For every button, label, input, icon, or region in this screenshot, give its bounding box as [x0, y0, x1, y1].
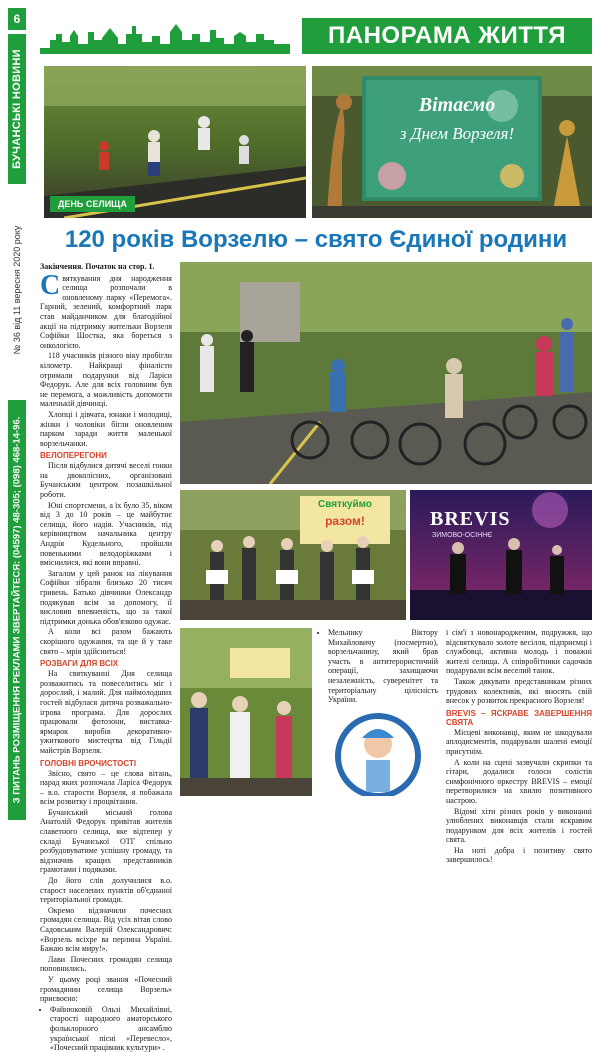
banner-text-1: Вітаємо — [418, 94, 496, 116]
photo-child-hoop — [318, 706, 438, 796]
col3-p4: А коли на сцені зазвучали скрипки та гітари, додалися голоси солістів симфонічного оркестру BREVIS – емоції перетворилися на хвилю позитивного настрою. — [446, 757, 592, 805]
article-headline: 120 років Ворзелю – свято Єдиної родини — [64, 226, 568, 253]
col1-p10: Бучанський міський голова Анатолій Федорук привітав жителів славетного селища, яке відтепер у складі Бучанської ОТГ спільно розбудовуватиме успішну громаду, та відзначив кращих представників грамотами і подяками. — [40, 807, 172, 875]
photo-brevis — [410, 490, 592, 620]
col3-p2: Також дякувати представникам різних трудових колективів, які вносять свій внесок у розвиток прекрасного Ворзеля! — [446, 676, 592, 706]
page-number: 6 — [8, 8, 26, 30]
banner-text-2: з Днем Ворзеля! — [399, 124, 515, 143]
subhead-cycling: ВЕЛОПЕРЕГОНИ — [40, 451, 107, 461]
photo-cyclists — [180, 262, 592, 484]
col1-p1: вяткування дня народження селища розпочали в оновленому парку «Перемога». Гарний, зелений, комфортний парк став майданчиком для благодійної акції на підтримку жительки Ворзеля Софійки Шостка, яка бореться з онкологією. — [40, 273, 172, 350]
col1-p12: Окремо відзначили почесних громадян селища. Від усіх вітав слово Садовським Валерій Олександрович: «Ворзель всіхре ва перлина Україні. Бажаю всім миру!». — [40, 905, 172, 954]
skyline-graphic — [40, 14, 290, 54]
brevis-logo-text: BREVIS — [430, 508, 511, 530]
col1-p5: Юні спортсмени, а їх було 35, віком від 3 до 10 років – це майбутнє селища, його надія. Учасників, під керівництвом начальника центру Андрія Кудельного, пройшли повенькими велодоріжками і вміснилися, які вони вправні. — [40, 500, 172, 568]
col3-p3: Місцеві виконавці, яким не шкодували аплодисментів, подарували шалені емоції присутнім. — [446, 727, 592, 756]
col1-p13: Лави Почесних громадян селища поповнились. — [40, 954, 172, 974]
col3-p6: На ноті добра і позитиву свято завершилось! — [446, 845, 592, 865]
sign-text-1: Святкуймо — [317, 499, 373, 510]
article-column-1 — [40, 262, 172, 1053]
photo-tag: ДЕНЬ СЕЛИЩА — [50, 196, 135, 212]
photo-runners — [44, 66, 306, 218]
photo-ceremony — [180, 490, 406, 620]
brevis-sub-text: ЗИМОВО-ОСІННЄ — [432, 532, 493, 539]
sidebar-issue — [8, 190, 26, 390]
section-header — [40, 14, 592, 54]
col1-p4: Після відбулися дитячі веселі гонки на двоколісних, організовані Бучанським центром позашкільної роботи. — [40, 461, 172, 500]
sidebar-ad-text: З ПИТАНЬ РОЗМІЩЕННЯ РЕКЛАМИ ЗВЕРТАЙТЕСЯ: (04597) 48-305; (098) 468-14-96. — [11, 416, 23, 804]
section-title: ПАНОРАМА ЖИТТЯ — [302, 18, 592, 54]
col1-p9: Звісно, свято – це слова вітань, парад яких розпочала Ларіса Федорук – в.о. старости Ворзеля, я побажала всім розвитку і процвітання. — [40, 768, 172, 807]
col1-p14: У цьому році звання «Почесний громадянин селища Ворзель» присвоєно: — [40, 974, 172, 1004]
article-lead: Закінчення. Початок на стор. 1. — [40, 262, 155, 271]
sidebar-ad — [8, 400, 26, 820]
honorary-citizen-1: • Файнюковій Ользі Михайлівні, старості народного аматорського фольклорного ансамблю української пісні «Перевесло», «Почесний працівник культури» . — [50, 1005, 172, 1053]
col3-p5: Відомі хіти різних років у виконанні улюблених виконавців стали яскравим подарунком для всіх жителів і гостей свята. — [446, 806, 592, 845]
photo-award — [180, 628, 312, 796]
col1-p2: 118 учасників різного віку пробігли кілометр. Найкращі фіналісти отримали подарунки від Ларіси Федорук. Але для всіх головним був не перемога, а можливість допомогти маленькій дівчинці. — [40, 351, 172, 409]
col3-p1: і сім'ї з новонародженим, подружжя, що відсвяткувало золоте весілля, підприємці і службовці, активна молодь і поважні жителі селища. А співробітники садочків подарували всім веселий танок. — [446, 628, 592, 676]
honorary-citizen-2: • Мельнику Віктору Михайловичу (посмертно), ворзельчанину, який брав участь в антитерористичній операції, захищаючи незалежність, суверенітет та територіальну цілісність України. — [328, 628, 438, 705]
subhead-fun: РОЗВАГИ ДЛЯ ВСІХ — [40, 659, 119, 669]
article-column-3 — [446, 628, 592, 865]
col1-p6: Загалом у цей ранок на лікування Софійки зібрали близько 20 тисяч гривень. Батько дівчинки Олександр подякував всім за допомогу, її висловив впевненість, що за такої підтримки донька обов'язково одужає. — [40, 568, 172, 626]
col1-p8: На святкуванні Дня селища розважитись та повеселитись міг і дорослий, і малий. Для наймолодших гостей відбулася дитяча розважально-ігрова програма. Для дорослих працювали фотозони, виставка-ярмарок виробів декоративно-ужиткового мистецтва від Гільдії майстрів Ворзеля. — [40, 669, 172, 755]
sign-text-2: разом! — [325, 514, 365, 528]
subhead-ceremony: ГОЛОВНІ ВРОЧИСТОСТІ — [40, 758, 137, 768]
col1-p7: А коли всі разом бажають скорішого одужання, та ще й у таке свято – мрія здійсниться! — [40, 627, 172, 656]
article-column-2 — [318, 628, 438, 706]
subhead-brevis: BREVIS – ЯСКРАВЕ ЗАВЕРШЕННЯ СВЯТА — [446, 708, 592, 727]
photo-banner — [312, 66, 592, 218]
col1-p11: До його слів долучилися в.о. старост населених пунктів об'єднаної територіальної громади. — [40, 876, 172, 905]
sidebar-brand — [8, 34, 26, 184]
sidebar-issue-text: № 36 від 11 вересня 2020 року — [12, 225, 22, 355]
sidebar-brand-text: БУЧАНСЬКІ НОВИНИ — [11, 49, 23, 169]
drop-cap: С — [40, 269, 61, 301]
col1-p3: Хлопці і дівчата, юнаки і молодиці, жінки і чоловіки бігли оновленим парком заради життя маленької ворзельчанки. — [40, 409, 172, 448]
